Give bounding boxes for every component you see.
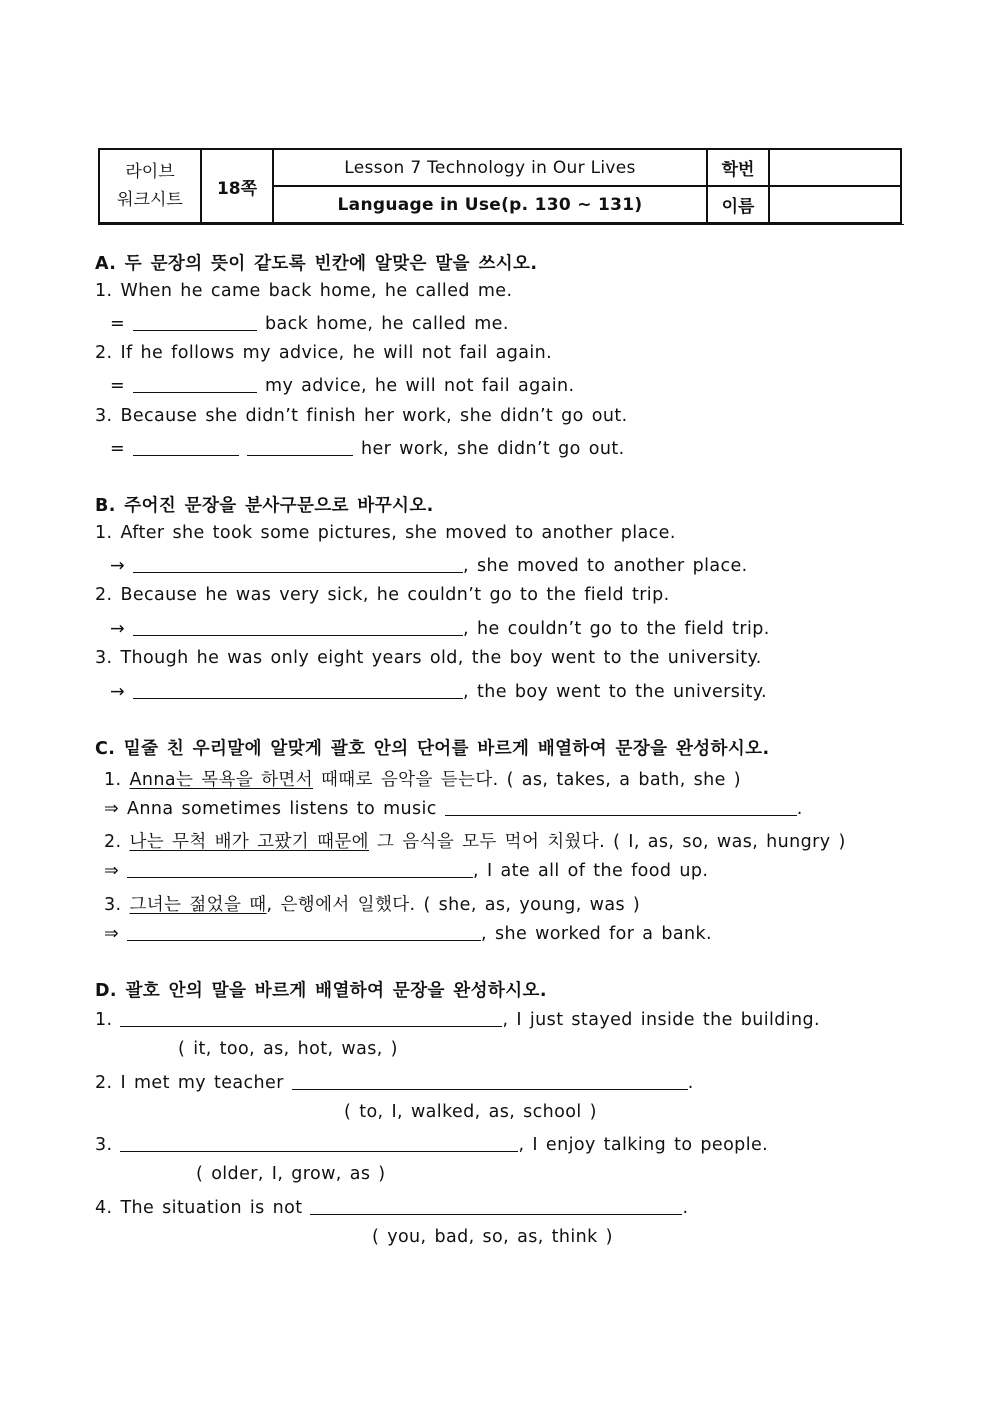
answer-blank[interactable] [445,797,797,816]
answer-blank[interactable] [133,554,463,573]
section-c-heading: C. 밑줄 친 우리말에 알맞게 괄호 안의 단어를 바르게 배열하여 문장을 완성하시오. [95,739,770,759]
language-in-use-title: Language in Use(p. 130 ~ 131) [273,186,707,223]
answer-blank[interactable] [247,437,353,456]
underlined-phrase: 그녀는 젊었을 때 [129,895,267,915]
answer-blank[interactable] [292,1071,688,1090]
item-suffix: . [682,1198,689,1218]
answer-suffix: , I ate all of the food up. [473,861,709,881]
equals-sign: = [110,376,134,396]
answer-blank[interactable] [133,437,239,456]
section-a-question-2: 2. If he follows my advice, he will not fail again. [95,343,553,363]
answer-suffix: , the boy went to the university. [463,682,768,702]
answer-suffix: my advice, he will not fail again. [257,376,575,396]
name-label: 이름 [707,186,769,223]
section-d-item-2 [95,1071,694,1093]
answer-blank[interactable] [133,680,463,699]
section-a-question-1: 1. When he came back home, he called me. [95,281,513,301]
section-d-item-4 [95,1196,688,1218]
section-d-item-3 [95,1133,768,1155]
section-d-hint-3: ( older, I, grow, as ) [196,1164,386,1184]
name-field[interactable] [769,186,901,223]
arrow: → [110,619,134,639]
answer-prefix: ⇒ Anna sometimes listens to music [104,799,445,819]
section-d-heading: D. 괄호 안의 말을 바르게 배열하여 문장을 완성하시오. [95,981,547,1001]
underlined-phrase: 나는 무척 배가 고팠기 때문에 [129,832,369,852]
section-b-answer-1 [110,554,748,576]
answer-suffix: , she moved to another place. [463,556,748,576]
section-d-hint-1: ( it, too, as, hot, was, ) [178,1039,398,1059]
section-c-answer-3 [104,922,712,944]
item-number: 1. [104,770,130,790]
worksheet-type-cell [99,149,201,223]
worksheet-type-line2: 워크시트 [117,190,183,210]
item-number: 2. [104,832,130,852]
item-suffix: . [687,1073,694,1093]
section-b-answer-3 [110,680,767,702]
equals-sign: = [110,439,134,459]
answer-blank[interactable] [120,1008,502,1027]
answer-blank[interactable] [120,1133,518,1152]
item-prefix: 4. The situation is not [95,1198,311,1218]
answer-suffix: back home, he called me. [257,314,509,334]
section-a-answer-3 [110,437,625,459]
student-number-label: 학번 [707,149,769,186]
answer-blank[interactable] [133,312,257,331]
item-suffix: , I just stayed inside the building. [502,1010,821,1030]
section-c-question-3 [104,891,640,916]
arrow: → [110,682,134,702]
section-a-answer-1 [110,312,509,334]
underlined-phrase: Anna는 목욕을 하면서 [129,770,314,790]
section-c-answer-1 [104,797,803,819]
answer-suffix: , he couldn’t go to the field trip. [463,619,770,639]
section-d-hint-2: ( to, I, walked, as, school ) [344,1102,597,1122]
item-prefix: 2. I met my teacher [95,1073,292,1093]
answer-blank[interactable] [127,859,473,878]
section-d-item-1 [95,1008,820,1030]
section-b-answer-2 [110,617,770,639]
section-b-heading: B. 주어진 문장을 분사구문으로 바꾸시오. [95,496,434,516]
lesson-title: Lesson 7 Technology in Our Lives [273,149,707,186]
equals-sign: = [110,314,134,334]
answer-prefix: ⇒ [104,924,128,944]
item-prefix: 1. [95,1010,121,1030]
answer-blank[interactable] [133,374,257,393]
section-c-question-1 [104,766,741,791]
answer-suffix: , she worked for a bank. [481,924,712,944]
section-b-question-1: 1. After she took some pictures, she moved to another place. [95,523,676,543]
header-divider [98,224,904,225]
section-c-question-2 [104,828,846,853]
question-rest: 때때로 음악을 듣는다. ( as, takes, a bath, she ) [313,770,741,790]
answer-blank[interactable] [133,617,463,636]
question-rest: 그 음식을 모두 먹어 치웠다. ( I, as, so, was, hungry ) [368,832,846,852]
answer-suffix: her work, she didn’t go out. [353,439,625,459]
item-suffix: , I enjoy talking to people. [518,1135,769,1155]
section-a-answer-2 [110,374,574,396]
section-c-answer-2 [104,859,708,881]
worksheet-type-line1: 라이브 [125,162,175,182]
answer-blank[interactable] [127,922,481,941]
student-number-field[interactable] [769,149,901,186]
section-d-hint-4: ( you, bad, so, as, think ) [372,1227,613,1247]
section-a-question-3: 3. Because she didn’t finish her work, she didn’t go out. [95,406,628,426]
section-b-question-3: 3. Though he was only eight years old, the boy went to the university. [95,648,762,668]
section-b-question-2: 2. Because he was very sick, he couldn’t go to the field trip. [95,585,670,605]
item-prefix: 3. [95,1135,121,1155]
item-number: 3. [104,895,130,915]
answer-suffix: . [796,799,803,819]
arrow: → [110,556,134,576]
worksheet-header [98,148,902,224]
answer-blank[interactable] [310,1196,682,1215]
question-rest: , 은행에서 일했다. ( she, as, young, was ) [266,895,641,915]
answer-prefix: ⇒ [104,861,128,881]
section-a-heading: A. 두 문장의 뜻이 같도록 빈칸에 알맞은 말을 쓰시오. [95,254,538,274]
page-number: 18쪽 [201,149,273,223]
